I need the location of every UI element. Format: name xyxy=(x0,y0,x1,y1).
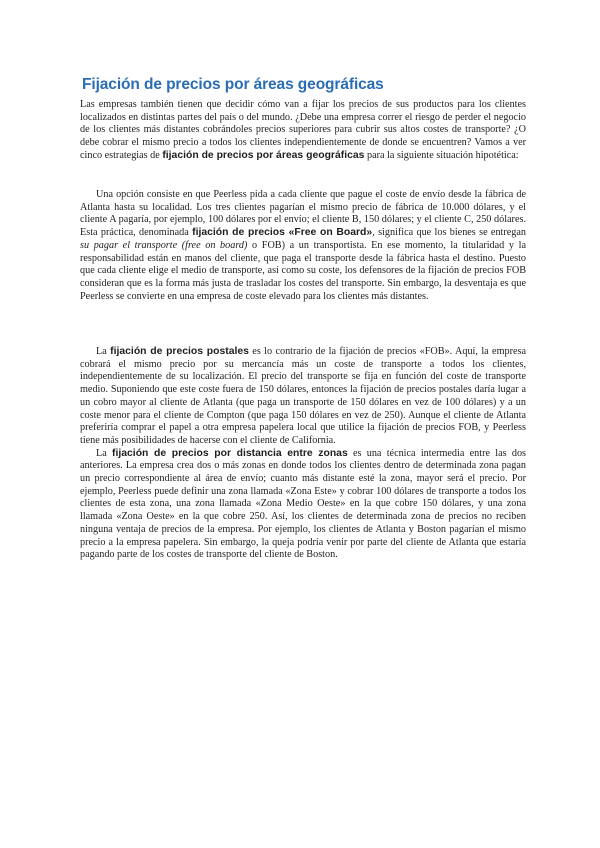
intro-highlight: fijación de precios por áreas geográficas xyxy=(162,149,365,161)
intro-paragraph xyxy=(80,99,526,163)
zonas-text-2: es una técnica intermedia entre las dos anteriores. La empresa crea dos o más zonas en donde todos los clientes dentro de determinada zona pagan un precio correspondiente al área de envío; cuanto más distante esté la zona, mayor será el precio. Por ejemplo, Peerless puede definir una zona llamada «Zona Este» y cobrar 100 dólares de transporte a todos los clientes de esta zona, una zona llamada «Zona Medio Oeste» en la que cobre 150 dólares, y una zona llamada «Zona Oeste» en la que cobre 250. Así, los clientes de determinada zona de precios no reciben ninguna ventaja de precios de la empresa. Por ejemplo, los clientes de Atlanta y Boston pagarían el mismo precio a la empresa papelera. Sin embargo, la queja podría venir por parte del cliente de Atlanta que estaría pagando parte de los costes de transporte del cliente de Boston. xyxy=(80,447,526,561)
fob-italic: su pagar el transporte (free on board) xyxy=(80,239,248,251)
fob-text-1: Una opción consiste en que Peerless pida a cada cliente que pague el coste de envío desde la fábrica de Atlanta hasta su localidad. Los tres clientes pagarían el mismo precio de fábrica de 10.000 dólares, y el cliente A pagaría, por ejemplo, 100 dólares por el envío; el cliente B, 150 dólares; y el cliente C, 250 dólares. Esta práctica, denominada xyxy=(80,189,526,239)
zonas-text-1: La xyxy=(96,447,113,459)
section-title: Fijación de precios por áreas geográficas xyxy=(82,76,384,93)
postal-paragraph xyxy=(80,346,526,448)
fob-text-3: o FOB) a un transportista. En ese momento, la titularidad y la responsabilidad están en manos del cliente, que paga el transporte desde la fábrica hasta el destino. Puesto que cada cliente elige el medio de transporte, así como su coste, los defensores de la fijación de precios FOB consideran que es la forma más justa de trasladar los costes del transporte. Sin embargo, la desventaja es que Peerless se convierte en una empresa de coste elevado para los clientes más distantes. xyxy=(80,239,526,302)
intro-block xyxy=(80,99,526,163)
pricing-block xyxy=(80,346,526,562)
fob-text-2: , significa que los bienes se entregan xyxy=(372,227,527,239)
postal-text-2: es lo contrario de la fijación de precios «FOB». Aquí, la empresa cobrará el mismo precio por su mercancía más un coste de transporte a todos los clientes, independientemente de su localización. El precio del transporte se fija en función del coste de transporte medio. Suponiendo que este coste fuera de 150 dólares, entonces la fijación de precios postales daría lugar a un cobro mayor al cliente de Atlanta (que paga un transporte de 150 dólares en vez de 100 dólares) y a un coste menor para el cliente de Compton (que paga 150 dólares en vez de 250). Aunque el cliente de Atlanta preferiría comprar el papel a otra empresa papelera local que utilice la fijación de precios FOB, y Peerless tiene más posibilidades de hacerse con el cliente de California. xyxy=(80,346,526,446)
postal-text-1: La xyxy=(96,346,111,357)
intro-text-1: Las empresas también tienen que decidir cómo van a fijar los precios de sus productos para los clientes localizados en distintas partes del país o del mundo. ¿Debe una empresa correr el riesgo de perder el negocio de los clientes más distantes cobrándoles precios superiores para cubrir sus altos costes de transporte? ¿O debe cobrar el mismo precio a todos los clientes independientemente de donde se encuentren? Vamos a ver cinco estrategias de xyxy=(80,99,526,161)
fob-paragraph xyxy=(80,189,526,303)
fob-block xyxy=(80,189,526,303)
zonas-highlight: fijación de precios por distancia entre zonas xyxy=(112,447,348,459)
fob-highlight: fijación de precios «Free on Board» xyxy=(192,227,373,239)
intro-text-2: para la siguiente situación hipotética: xyxy=(364,149,519,161)
zonas-paragraph xyxy=(80,448,526,562)
postal-highlight: fijación de precios postales xyxy=(110,346,249,357)
